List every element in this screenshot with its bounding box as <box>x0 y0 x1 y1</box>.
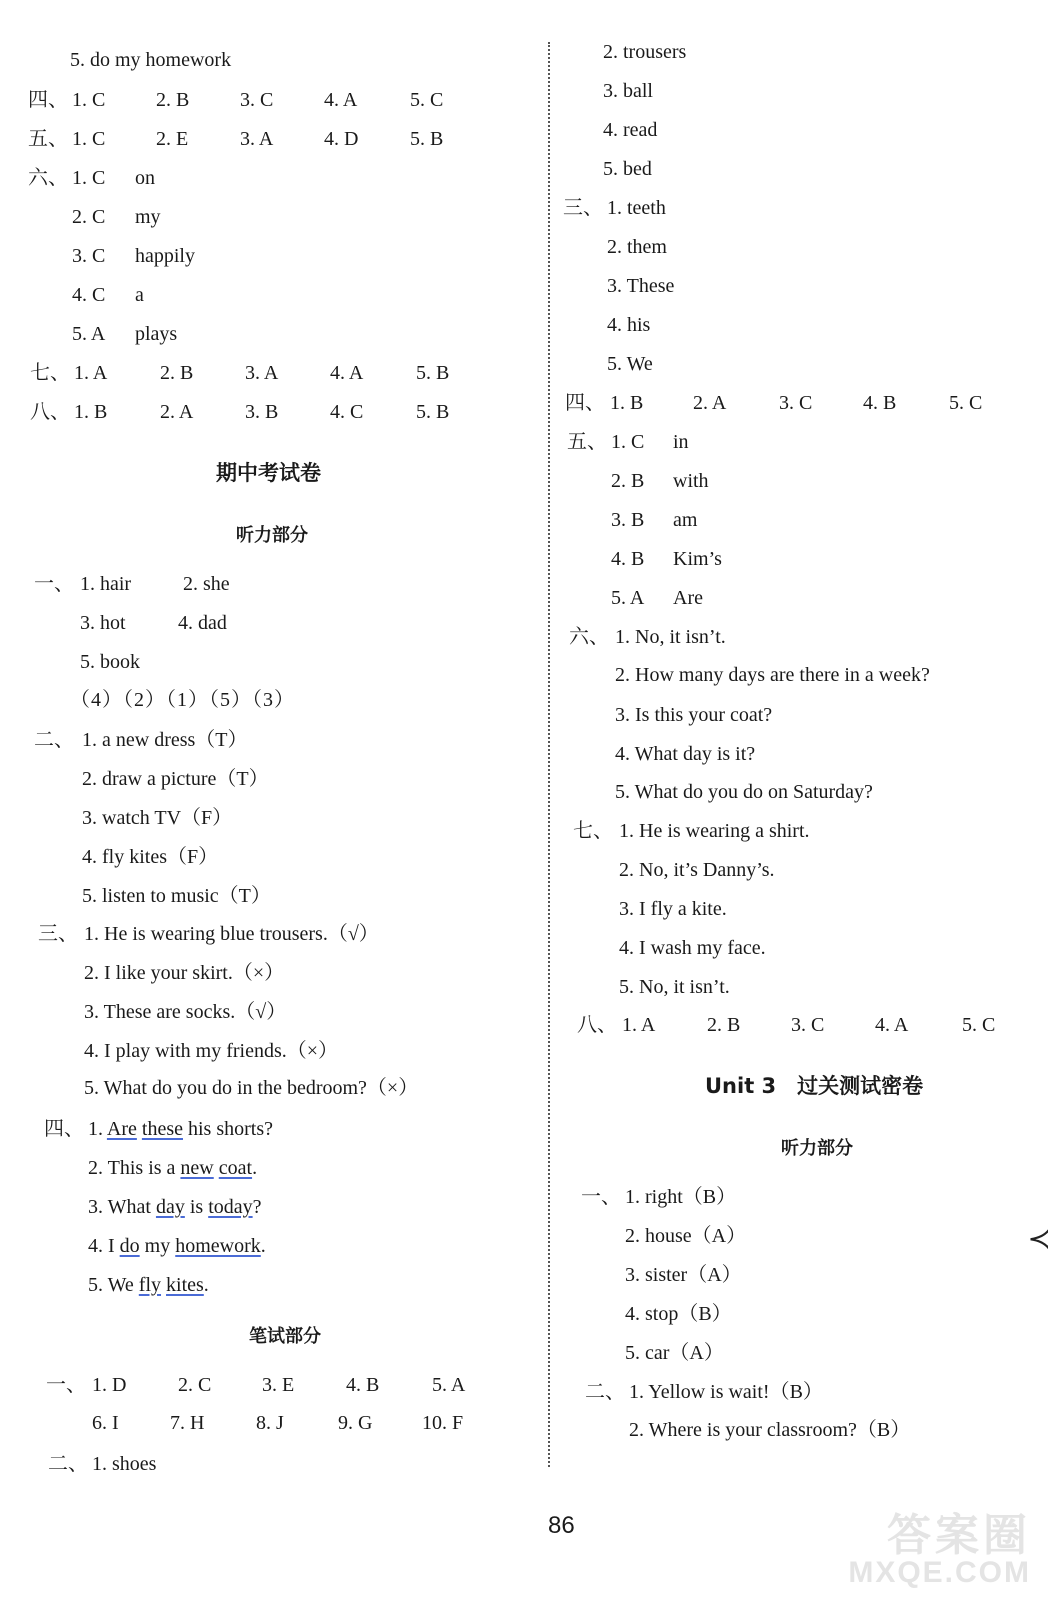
answer-line: 3. watch TV（F） <box>82 807 233 829</box>
answer-word: on <box>135 167 155 189</box>
answer: 6. I <box>92 1412 119 1434</box>
answer-line: 1. right（B） <box>625 1186 737 1208</box>
answer: 3. C <box>240 89 274 111</box>
answer-word: happily <box>135 245 195 267</box>
answer: 4. A <box>324 89 358 111</box>
answer: 3. hot <box>80 612 126 634</box>
answer: 4. C <box>72 284 106 306</box>
answer-line: 3. Is this your coat? <box>615 704 773 726</box>
answer: 4. B <box>611 548 645 570</box>
answer: 5. bed <box>603 158 652 180</box>
answer: 2. B <box>160 362 194 384</box>
answer: 1. teeth <box>607 197 666 219</box>
answer: 8. J <box>256 1412 284 1434</box>
order-answer: （4）（2）（1）（5）（3） <box>70 689 295 711</box>
section-label: 二、 <box>34 729 74 751</box>
section-label: 五、 <box>28 128 68 150</box>
answer: 2. B <box>156 89 190 111</box>
answer: 1. A <box>74 362 108 384</box>
watermark <box>848 1511 1031 1589</box>
answer: 4. dad <box>178 612 227 634</box>
answer-line: 4. I do my homework. <box>88 1235 266 1257</box>
edge-mark-icon: ≺ <box>1027 1222 1051 1255</box>
answer-line: 4. I play with my friends.（×） <box>84 1040 339 1062</box>
answer-line: 2. draw a picture（T） <box>82 768 269 790</box>
answer-line: 1. Yellow is wait!（B） <box>629 1381 823 1403</box>
answer: 5. C <box>962 1014 996 1036</box>
answer-line: 5. We fly kites. <box>88 1274 209 1296</box>
answer-line: 2. Where is your classroom?（B） <box>629 1419 911 1441</box>
answer: 1. B <box>610 392 644 414</box>
answer: 5. B <box>416 362 450 384</box>
answer: 1. C <box>72 128 106 150</box>
subsection-title-listening: 听力部分 <box>781 1138 853 1159</box>
section-label: 四、 <box>28 89 68 111</box>
answer-row <box>611 430 689 454</box>
answer: 5. book <box>80 651 140 673</box>
answer: 3. C <box>779 392 813 414</box>
answer: 2. she <box>183 573 230 595</box>
answer-row <box>72 244 195 268</box>
answer: 3. ball <box>603 80 653 102</box>
answer-word: plays <box>135 323 178 345</box>
answer-word: my <box>135 206 161 228</box>
answer-row <box>611 586 703 610</box>
section-label: 五、 <box>567 431 607 453</box>
answer: 2. trousers <box>603 41 687 63</box>
underlined-word: these <box>141 1118 183 1140</box>
answer-line: 1. a new dress（T） <box>82 729 248 751</box>
underlined-word: day <box>155 1196 185 1218</box>
answer: 5. C <box>410 89 444 111</box>
answer-row <box>72 205 161 229</box>
section-label: 四、 <box>44 1118 84 1140</box>
answer-row <box>611 547 722 571</box>
section-label: 一、 <box>46 1374 86 1396</box>
section-label: 一、 <box>34 573 74 595</box>
answer: 4. A <box>875 1014 909 1036</box>
section-title-midterm: 期中考试卷 <box>216 461 321 485</box>
answer-line: 2. house（A） <box>625 1225 747 1247</box>
answer: 7. H <box>170 1412 205 1434</box>
answer: 1. C <box>72 167 106 189</box>
section-label: 六、 <box>569 626 609 648</box>
answer-line: 1. He is wearing a shirt. <box>619 820 810 842</box>
answer: 2. A <box>160 401 194 423</box>
answer: 3. C <box>791 1014 825 1036</box>
answer-word: a <box>135 284 144 306</box>
answer: 5. A <box>432 1374 466 1396</box>
answer-line: 5. listen to music（T） <box>82 885 271 907</box>
answer: 9. G <box>338 1412 373 1434</box>
answer: 2. C <box>178 1374 212 1396</box>
answer-line: 4. stop（B） <box>625 1303 732 1325</box>
answer-word: Kim’s <box>673 548 722 570</box>
answer-word: Are <box>673 587 703 609</box>
answer-row <box>72 322 178 346</box>
answer-row <box>72 283 144 307</box>
answer-line: 3. I fly a kite. <box>619 898 727 920</box>
answer: 3. B <box>611 509 645 531</box>
section-label: 二、 <box>585 1381 625 1403</box>
answer: 3. A <box>245 362 279 384</box>
answer-line: 4. I wash my face. <box>619 937 766 959</box>
underlined-word: fly <box>138 1274 162 1296</box>
answer: 3. B <box>245 401 279 423</box>
answer: 2. B <box>707 1014 741 1036</box>
answer: 5. A <box>611 587 645 609</box>
answer-line: 5. do my homework <box>70 49 232 71</box>
answer: 1. A <box>622 1014 656 1036</box>
answer: 5. B <box>416 401 450 423</box>
answer: 4. B <box>863 392 897 414</box>
answer: 5. We <box>607 353 653 375</box>
answer: 2. A <box>693 392 727 414</box>
answer-line: 5. car（A） <box>625 1342 724 1364</box>
section-label: 八、 <box>577 1014 617 1036</box>
section-label: 四、 <box>565 392 605 414</box>
answer: 3. A <box>240 128 274 150</box>
answer-line: 3. These are socks.（√） <box>84 1001 287 1023</box>
answer: 5. C <box>949 392 983 414</box>
answer-line: 1. Are these his shorts? <box>88 1118 273 1140</box>
section-label: 七、 <box>573 820 613 842</box>
answer-line: 1. No, it isn’t. <box>615 626 726 648</box>
answer-line: 5. What do you do in the bedroom?（×） <box>84 1077 419 1099</box>
answer: 2. E <box>156 128 189 150</box>
answer-line: 1. He is wearing blue trousers.（√） <box>84 923 379 945</box>
answer: 4. B <box>346 1374 380 1396</box>
subsection-title-listening: 听力部分 <box>236 525 308 546</box>
answer-line: 3. sister（A） <box>625 1264 742 1286</box>
underlined-word: homework <box>175 1235 261 1257</box>
section-label: 一、 <box>581 1186 621 1208</box>
column-divider <box>548 42 550 1467</box>
underlined-word: today <box>208 1196 253 1218</box>
section-label: 六、 <box>28 167 68 189</box>
section-label: 二、 <box>48 1453 88 1475</box>
answer: 1. D <box>92 1374 127 1396</box>
answer-line: 2. How many days are there in a week? <box>615 664 930 686</box>
answer: 2. them <box>607 236 667 258</box>
section-label: 三、 <box>38 923 78 945</box>
underlined-word: new <box>180 1157 214 1179</box>
underlined-word: Are <box>106 1118 137 1140</box>
answer: 2. B <box>611 470 645 492</box>
answer: 2. C <box>72 206 106 228</box>
answer: 1. shoes <box>92 1453 157 1475</box>
answer-word: with <box>673 470 709 492</box>
answer: 4. his <box>607 314 651 336</box>
answer: 1. C <box>72 89 106 111</box>
answer-line: 3. What day is today? <box>88 1196 262 1218</box>
answer: 1. hair <box>80 573 132 595</box>
page-number: 86 <box>548 1512 575 1539</box>
watermark-url: MXQE.COM <box>848 1556 1031 1589</box>
section-label: 七、 <box>30 362 70 384</box>
answer: 1. B <box>74 401 108 423</box>
answer-row <box>611 469 709 493</box>
answer-row <box>611 508 698 532</box>
section-label: 八、 <box>30 401 70 423</box>
underlined-word: coat <box>218 1157 253 1179</box>
section-label: 三、 <box>563 197 603 219</box>
answer-line: 5. No, it isn’t. <box>619 976 730 998</box>
watermark-text: 答案圈 <box>887 1511 1031 1560</box>
answer-line: 4. What day is it? <box>615 743 756 765</box>
section-title-unit3: Unit 3 过关测试密卷 <box>705 1074 924 1098</box>
answer-row <box>72 166 155 190</box>
answer: 10. F <box>422 1412 464 1434</box>
answer: 4. read <box>603 119 658 141</box>
answer-word: in <box>673 431 689 453</box>
answer: 4. D <box>324 128 359 150</box>
answer-line: 2. This is a new coat. <box>88 1157 258 1179</box>
answer: 5. B <box>410 128 444 150</box>
answer-line: 4. fly kites（F） <box>82 846 219 868</box>
answer-word: am <box>673 509 698 531</box>
answer-line: 2. I like your skirt.（×） <box>84 962 285 984</box>
underlined-word: do <box>119 1235 140 1257</box>
answer-line: 2. No, it’s Danny’s. <box>619 859 775 881</box>
answer: 4. A <box>330 362 364 384</box>
answer: 1. C <box>611 431 645 453</box>
answer: 3. E <box>262 1374 295 1396</box>
answer: 5. A <box>72 323 106 345</box>
answer: 3. These <box>607 275 675 297</box>
answer: 4. C <box>330 401 364 423</box>
answer-line: 5. What do you do on Saturday? <box>615 781 873 803</box>
answer: 3. C <box>72 245 106 267</box>
underlined-word: kites <box>166 1274 204 1296</box>
subsection-title-written: 笔试部分 <box>249 1326 321 1347</box>
